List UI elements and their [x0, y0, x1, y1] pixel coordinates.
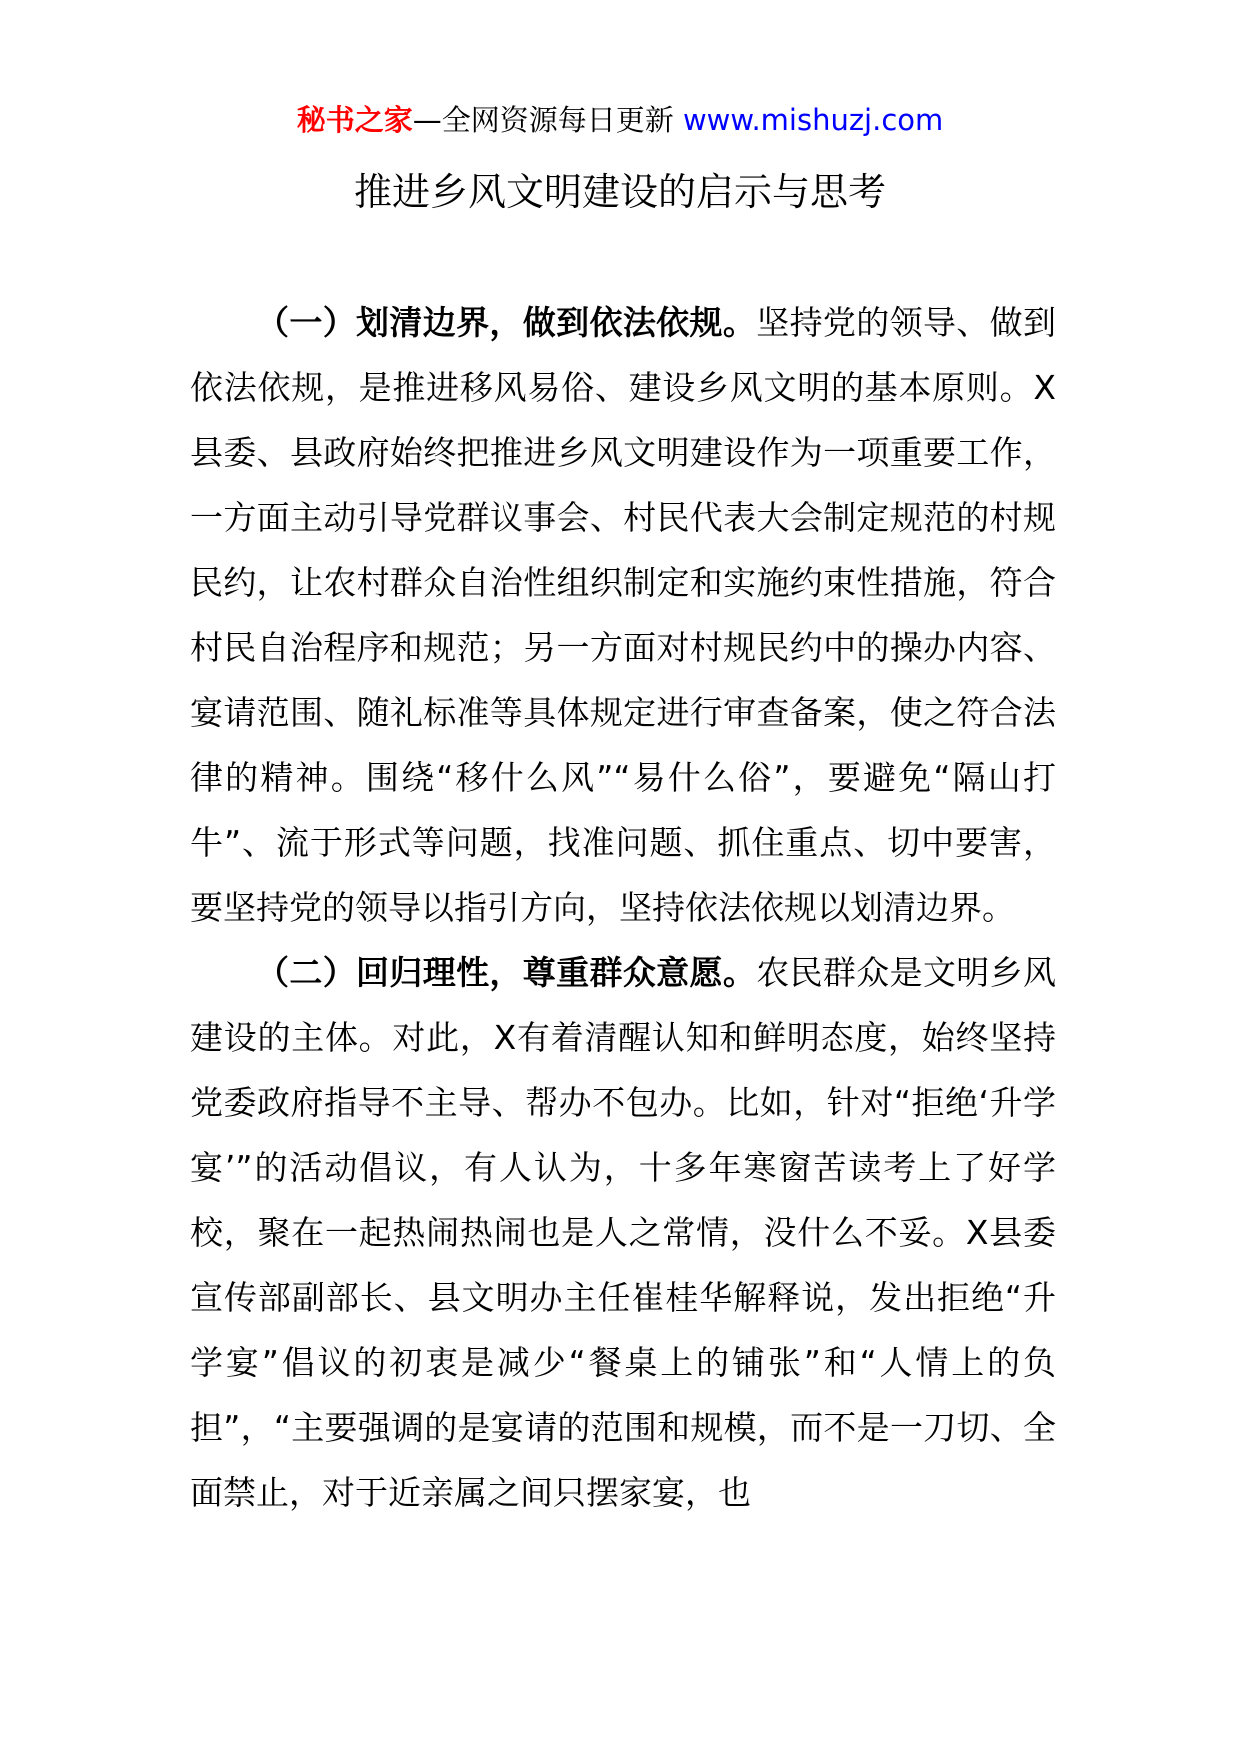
paragraph-1 [190, 290, 1056, 940]
site-header [0, 100, 1240, 140]
section-heading-2: （二）回归理性，尊重群众意愿。 [256, 953, 757, 992]
section-body-2: 农民群众是文明乡风建设的主体。对此，X有着清醒认知和鲜明态度，始终坚持党委政府指导不主导、帮办不包办。比如，针对“拒绝‘升学宴’”的活动倡议，有人认为，十多年寒窗苦读考上了好学校，聚在一起热闹热闹也是人之常情，没什么不妥。X县委宣传部副部长、县文明办主任崔桂华解释说，发出拒绝“升学宴”倡议的初衷是减少“餐桌上的铺张”和“人情上的负担”，“主要强调的是宴请的范围和规模，而不是一刀切、全面禁止，对于近亲属之间只摆家宴，也 [190, 953, 1057, 1512]
document-title: 推进乡风文明建设的启示与思考 [353, 170, 886, 214]
site-url[interactable]: www.mishuzj.com [682, 103, 944, 137]
section-heading-1: （一）划清边界，做到依法依规。 [256, 303, 757, 342]
header-tagline: —全网资源每日更新 [412, 103, 683, 137]
document-body [190, 290, 1056, 1525]
section-body-1: 坚持党的领导、做到依法依规，是推进移风易俗、建设乡风文明的基本原则。X县委、县政府始终把推进乡风文明建设作为一项重要工作，一方面主动引导党群议事会、村民代表大会制定规范的村规民约，让农村群众自治性组织制定和实施约束性措施，符合村民自治程序和规范；另一方面对村规民约中的操办内容、宴请范围、随礼标准等具体规定进行审查备案，使之符合法律的精神。围绕“移什么风”“易什么俗”，要避免“隔山打牛”、流于形式等问题，找准问题、抓住重点、切中要害，要坚持党的领导以指引方向，坚持依法依规以划清边界。 [190, 303, 1057, 927]
paragraph-2 [190, 940, 1056, 1525]
brand-name: 秘书之家 [296, 103, 413, 137]
